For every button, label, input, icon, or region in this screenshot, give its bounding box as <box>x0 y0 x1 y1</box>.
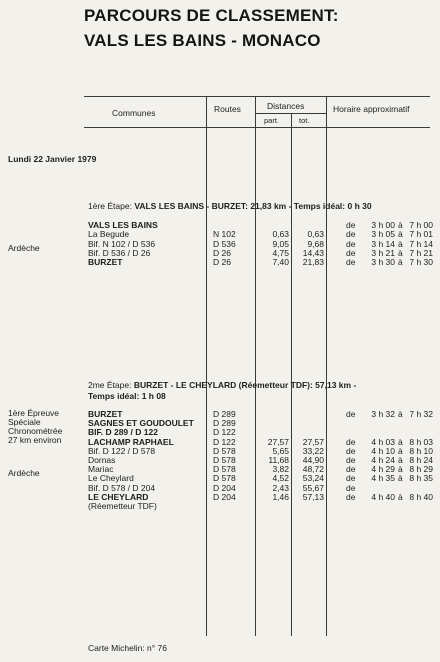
commune-cell: BIF. D 289 / D 122 <box>88 427 158 438</box>
time-end-cell: 8 h 40 <box>409 491 433 502</box>
time-start-cell: 3 h 30 <box>371 257 395 268</box>
commune-cell: Bif. N 102 / D 536 <box>88 238 156 249</box>
header-communes: Communes <box>112 108 156 118</box>
distance-total-cell: 53,24 <box>302 473 324 484</box>
distance-total-cell: 33,22 <box>302 445 324 456</box>
distance-total-cell: 0,63 <box>307 229 324 240</box>
route-cell: D 204 <box>213 491 236 502</box>
distance-total-cell: 44,90 <box>302 455 324 465</box>
distance-part-cell: 27,57 <box>267 436 289 447</box>
time-end-cell: 8 h 10 <box>409 445 433 456</box>
distance-part-cell: 1,46 <box>272 491 289 502</box>
time-start-cell: 4 h 03 <box>371 436 395 447</box>
stage-2-title-line-2: Temps idéal: 1 h 08 <box>88 391 166 401</box>
time-start-cell: 3 h 21 <box>371 247 395 258</box>
time-to-label: à <box>398 247 403 258</box>
time-start-cell: 4 h 35 <box>371 473 395 484</box>
time-from-label: de <box>346 229 356 240</box>
time-from-label: de <box>346 491 356 502</box>
column-divider-routes <box>206 96 207 636</box>
commune-cell: Le Cheylard <box>88 473 134 484</box>
route-cell: D 578 <box>213 445 236 456</box>
stage-2-heading-line-2 <box>88 391 166 401</box>
header-part: part. <box>264 116 280 125</box>
distance-part-cell: 7,40 <box>272 257 289 268</box>
time-from-label: de <box>346 482 356 493</box>
time-from-label: de <box>346 445 356 456</box>
time-from-label: de <box>346 220 356 230</box>
time-to-label: à <box>398 436 403 447</box>
table-top-rule <box>84 96 430 97</box>
column-divider-distances <box>255 96 256 636</box>
time-end-cell: 7 h 00 <box>409 220 433 230</box>
time-from-label: de <box>346 455 356 465</box>
title-line-1: PARCOURS DE CLASSEMENT: <box>84 6 339 25</box>
column-divider-part-tot <box>291 113 292 636</box>
route-cell: D 578 <box>213 455 236 465</box>
commune-cell: BURZET <box>88 409 123 419</box>
commune-cell: (Réemetteur TDF) <box>88 501 157 511</box>
time-to-label: à <box>398 229 403 240</box>
commune-cell: SAGNES ET GOUDOULET <box>88 418 194 429</box>
distance-total-cell: 9,68 <box>307 238 324 249</box>
route-cell: D 204 <box>213 482 236 493</box>
header-tot: tot. <box>299 116 310 125</box>
stage-2-heading <box>88 380 356 390</box>
time-from-label: de <box>346 436 356 447</box>
distance-total-cell: 55,67 <box>302 482 324 493</box>
commune-cell: Bif. D 122 / D 578 <box>88 445 156 456</box>
stage-2-note-3: Chronométrée <box>8 426 63 436</box>
time-to-label: à <box>398 455 403 465</box>
time-from-label: de <box>346 247 356 258</box>
route-cell: D 289 <box>213 409 236 419</box>
time-start-cell: 3 h 14 <box>371 238 395 249</box>
time-from-label: de <box>346 257 356 268</box>
time-end-cell: 8 h 29 <box>409 464 433 475</box>
route-cell: D 122 <box>213 427 236 438</box>
route-cell: D 26 <box>213 247 231 258</box>
distance-part-cell: 5,65 <box>272 445 289 456</box>
commune-cell: La Begude <box>88 229 130 240</box>
commune-cell: BURZET <box>88 257 123 268</box>
header-routes: Routes <box>214 104 241 114</box>
stage-2-note-4: 27 km environ <box>8 435 62 445</box>
distance-total-cell: 57,13 <box>302 491 324 502</box>
stage-2-title-line-1: BURZET - LE CHEYLARD (Réemetteur TDF): 57,13 km - <box>133 380 357 390</box>
time-to-label: à <box>398 491 403 502</box>
time-end-cell: 7 h 14 <box>409 238 433 249</box>
stage-2-region: Ardèche <box>8 468 40 478</box>
stage-1-heading <box>88 201 372 211</box>
time-to-label: à <box>398 473 403 484</box>
time-start-cell: 4 h 10 <box>371 445 395 456</box>
route-cell: D 578 <box>213 464 236 475</box>
time-end-cell: 7 h 01 <box>409 229 433 240</box>
time-start-cell: 4 h 29 <box>371 464 395 475</box>
distances-subheader-rule <box>256 113 326 114</box>
time-from-label: de <box>346 473 356 484</box>
commune-cell: Mariac <box>88 464 114 475</box>
distance-total-cell: 27,57 <box>302 436 324 447</box>
stage-1-prefix: 1ère Étape: <box>88 201 135 211</box>
time-end-cell: 7 h 21 <box>409 247 433 258</box>
time-start-cell: 3 h 05 <box>371 229 395 240</box>
distance-total-cell: 48,72 <box>302 464 324 475</box>
time-end-cell: 8 h 35 <box>409 473 433 484</box>
time-end-cell: 8 h 24 <box>409 455 433 465</box>
stage-1-title: VALS LES BAINS - BURZET: 21,83 km - Temps idéal: 0 h 30 <box>134 201 372 211</box>
time-to-label: à <box>398 464 403 475</box>
column-divider-horaire <box>326 96 327 636</box>
date-label: Lundi 22 Janvier 1979 <box>8 154 97 164</box>
time-start-cell: 4 h 24 <box>371 455 395 465</box>
stage-2-prefix: 2me Étape: <box>88 380 134 390</box>
route-cell: D 122 <box>213 436 236 447</box>
distance-total-cell: 21,83 <box>302 257 324 268</box>
commune-cell: Bif. D 536 / D 26 <box>88 247 151 258</box>
map-reference: Carte Michelin: n° 76 <box>88 643 167 653</box>
time-from-label: de <box>346 238 356 249</box>
route-cell: D 289 <box>213 418 236 429</box>
commune-cell: Bif. D 578 / D 204 <box>88 482 156 493</box>
time-to-label: à <box>398 220 403 230</box>
distance-part-cell: 3,82 <box>272 464 289 475</box>
time-from-label: de <box>346 464 356 475</box>
time-to-label: à <box>398 238 403 249</box>
commune-cell: VALS LES BAINS <box>88 220 158 230</box>
header-horaire: Horaire approximatif <box>333 104 410 114</box>
time-end-cell: 8 h 03 <box>409 436 433 447</box>
time-end-cell: 7 h 32 <box>409 409 433 419</box>
stage-2-note-1: 1ère Épreuve <box>8 408 60 418</box>
distance-part-cell: 11,68 <box>268 455 289 465</box>
commune-cell: Dornas <box>88 455 116 465</box>
time-to-label: à <box>398 257 403 268</box>
distance-part-cell: 4,52 <box>272 473 289 484</box>
time-from-label: de <box>346 409 356 419</box>
stage-2-note-2: Spéciale <box>8 417 41 427</box>
distance-part-cell: 9,05 <box>272 238 289 249</box>
distance-total-cell: 14,43 <box>302 247 324 258</box>
time-start-cell: 3 h 32 <box>371 409 395 419</box>
route-cell: D 578 <box>213 473 236 484</box>
route-cell: D 26 <box>213 257 231 268</box>
commune-cell: LE CHEYLARD <box>88 491 149 502</box>
time-to-label: à <box>398 445 403 456</box>
distance-part-cell: 2,43 <box>272 482 289 493</box>
time-start-cell: 3 h 00 <box>371 220 395 230</box>
title-line-2: VALS LES BAINS - MONACO <box>84 31 321 50</box>
distance-part-cell: 0,63 <box>272 229 289 240</box>
commune-cell: LACHAMP RAPHAEL <box>88 436 174 447</box>
distance-part-cell: 4,75 <box>272 247 289 258</box>
table-header-rule <box>84 127 430 128</box>
header-distances: Distances <box>267 101 305 111</box>
stage-1-region: Ardèche <box>8 243 40 253</box>
time-start-cell: 4 h 40 <box>371 491 395 502</box>
time-end-cell: 7 h 30 <box>409 257 433 268</box>
route-cell: D 536 <box>213 238 236 249</box>
route-cell: N 102 <box>213 229 236 240</box>
time-to-label: à <box>398 409 403 419</box>
